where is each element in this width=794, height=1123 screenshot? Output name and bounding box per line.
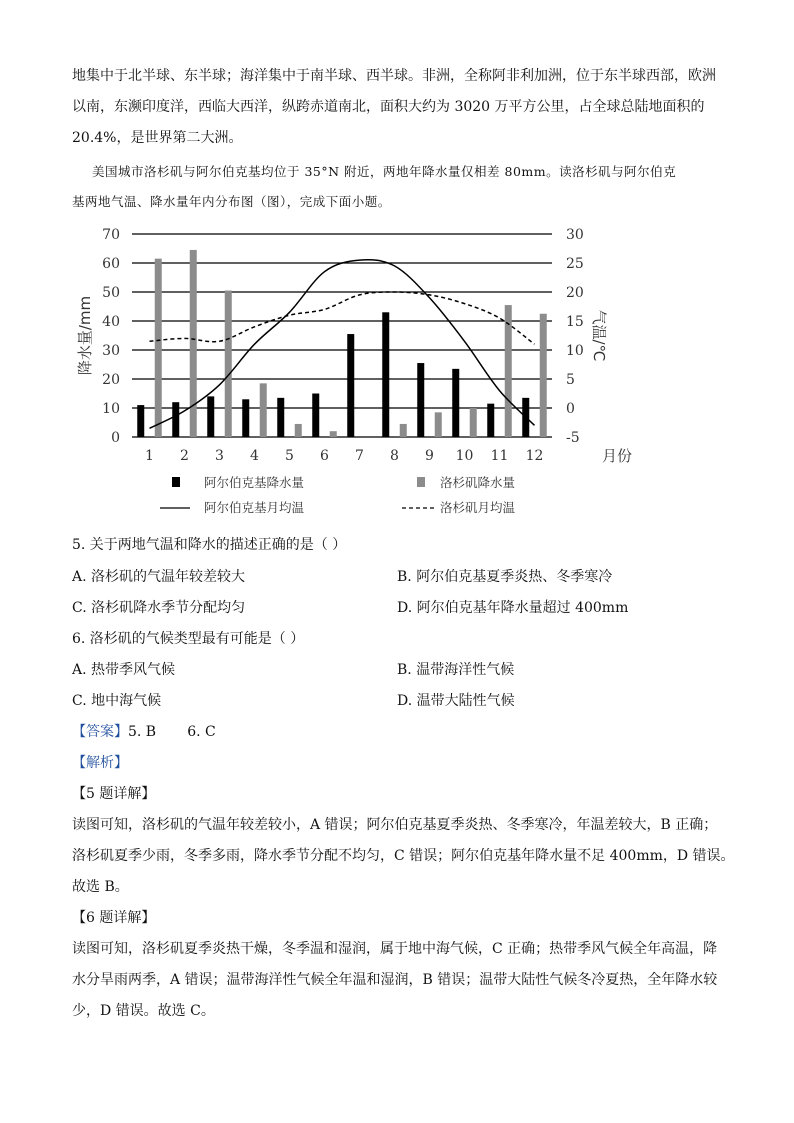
x-tick-label: 11 [490,448,509,464]
y2-tick-label: 30 [566,227,584,243]
bar [225,291,232,437]
bar [172,402,179,437]
intro-line-1: 地集中于北半球、东半球；海洋集中于南半球、西半球。非洲，全称阿非利加洲，位于东半球西部，欧洲 [72,68,716,84]
y-tick-label: 20 [102,372,120,388]
bar [400,424,407,437]
bar [417,363,424,437]
climate-chart [72,222,632,527]
q6-option-a: A. 热带季风气候 [72,662,176,678]
x-tick-label: 5 [285,448,294,464]
q5-option-d: D. 阿尔伯克基年降水量超过 400mm [397,600,629,616]
detail5-title: 【5 题详解】 [72,786,156,802]
x-tick-label: 3 [215,448,224,464]
bar [487,404,494,437]
x-tick-label: 4 [250,448,259,464]
x-tick-label: 10 [455,448,474,464]
legend-swatch [172,477,180,487]
q6-stem: 6. 洛杉矶的气候类型最有可能是（ ） [72,631,305,647]
bar [207,396,214,437]
answer-row [72,722,216,742]
y-tick-label: 40 [102,314,120,330]
x-tick-label: 8 [390,448,399,464]
y2-tick-label: 0 [566,401,575,417]
x-tick-label: 12 [525,448,544,464]
q5-option-c: C. 洛杉矶降水季节分配均匀 [72,600,246,616]
x-tick-label: 9 [425,448,434,464]
bar [435,412,442,437]
detail5-line-2: 洛杉矶夏季少雨，冬季多雨，降水季节分配不均匀，C 错误；阿尔伯克基年降水量不足 400mm，D 错误。 [72,848,735,864]
y2-tick-label: -5 [566,430,580,446]
answer-text: 5. B 6. C [128,724,216,740]
bar [295,424,302,437]
q5-stem: 5. 关于两地气温和降水的描述正确的是（ ） [72,537,347,553]
intro-line-3: 20.4%，是世界第二大洲。 [72,130,243,146]
y-axis-title: 降水量/mm [76,295,94,376]
bar [277,398,284,437]
legend-label: 洛杉矶降水量 [440,475,516,490]
y-tick-label: 50 [102,285,120,301]
x-tick-label: 6 [320,448,329,464]
legend-swatch [417,477,425,487]
q5-option-b: B. 阿尔伯克基夏季炎热、冬季寒冷 [397,569,613,585]
bar [452,369,459,437]
q6-option-c: C. 地中海气候 [72,693,162,709]
y2-tick-label: 5 [566,372,575,388]
bar [137,405,144,437]
y-tick-label: 30 [102,343,120,359]
material-line-2: 基两地气温、降水量年内分布图（图），完成下面小题。 [72,194,391,209]
y2-tick-label: 25 [566,256,584,272]
la-temperature-line [150,292,535,344]
legend-label: 阿尔伯克基月均温 [204,500,305,515]
y-tick-label: 10 [102,401,120,417]
bar [382,312,389,437]
y2-tick-label: 15 [566,314,584,330]
detail5-line-3: 故选 B。 [72,879,129,895]
detail6-line-3: 少，D 错误。故选 C。 [72,1003,215,1019]
q6-option-d: D. 温带大陆性气候 [397,693,515,709]
detail6-title: 【6 题详解】 [72,910,156,926]
answer-tag: 【答案】 [72,724,128,740]
bar [312,394,319,438]
bar [540,314,547,437]
bar [505,305,512,437]
analysis-tag: 【解析】 [72,755,128,771]
detail6-line-2: 水分旱雨两季，A 错误；温带海洋性气候全年温和湿润，B 错误；温带大陆性气候冬冷夏热，全年降水较 [72,972,718,988]
y2-tick-label: 20 [566,285,584,301]
legend-label: 洛杉矶月均温 [440,500,516,515]
detail6-line-1: 读图可知，洛杉矶夏季炎热干燥，冬季温和湿润，属于地中海气候，C 正确；热带季风气候全年高温，降 [72,941,718,957]
q6-option-b: B. 温带海洋性气候 [397,662,515,678]
bar [190,250,197,437]
bar [347,334,354,437]
x-tick-label: 7 [355,448,364,464]
material-line-1: 美国城市洛杉矶与阿尔伯克基均位于 35°N 附近，两地年降水量仅相差 80mm。读洛杉矶与阿尔伯克 [92,164,677,179]
q5-option-a: A. 洛杉矶的气温年较差较大 [72,569,246,585]
x-tick-label: 2 [180,448,189,464]
bar [470,408,477,437]
intro-line-2: 以南，东濒印度洋，西临大西洋，纵跨赤道南北，面积大约为 3020 万平方公里，占全球总陆地面积的 [72,99,705,115]
y2-tick-label: 10 [566,343,584,359]
bar [330,431,337,437]
x-tick-label: 1 [145,448,154,464]
y-tick-label: 0 [111,430,120,446]
detail5-line-1: 读图可知，洛杉矶的气温年较差较小，A 错误；阿尔伯克基夏季炎热、冬季寒冷，年温差较大，B 正确； [72,817,718,833]
bar [260,383,267,437]
x-axis-title: 月份 [602,447,632,465]
y-tick-label: 70 [102,227,120,243]
legend-label: 阿尔伯克基降水量 [204,475,305,490]
bar [155,259,162,437]
bar [242,399,249,437]
y-tick-label: 60 [102,256,120,272]
y2-axis-title: 气温/℃ [590,309,608,362]
